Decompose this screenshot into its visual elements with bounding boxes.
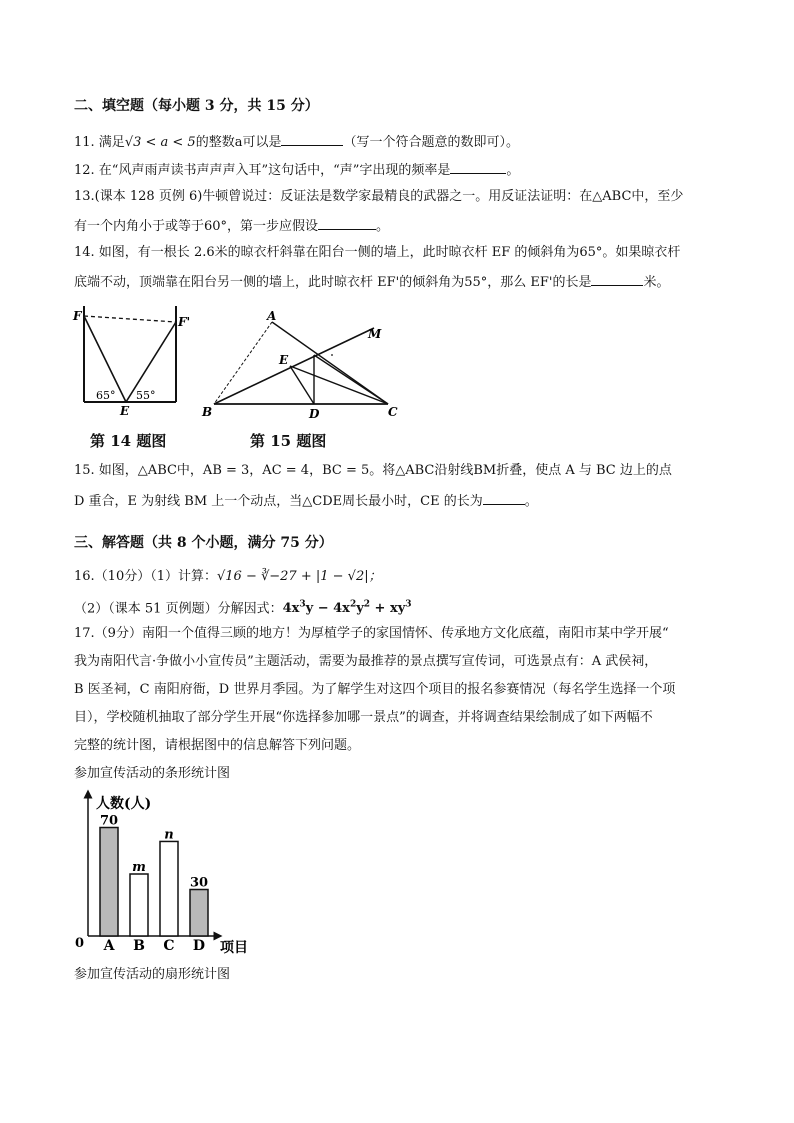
bar-A	[100, 828, 118, 937]
label-a: A	[267, 309, 277, 323]
question-17-line-2: 我为南阳代言·争做小小宣传员”主题活动，需要为最推荐的景点撰写宣传词，可选景点有：A 武侯祠，	[74, 654, 658, 669]
bar-B	[130, 874, 148, 936]
angle-65: 65°	[96, 389, 116, 402]
mark-dot	[331, 354, 333, 356]
tick-label-B: B	[133, 938, 145, 954]
data-label-A: 70	[99, 813, 119, 829]
question-13-line-1: 13.(课本 128 页例 6)牛顿曾说过：反证法是数学家最精良的武器之一。用反证法证明：在△ABC中，至少	[74, 189, 684, 204]
q11-suffix: （写一个符合题意的数即可）。	[343, 135, 519, 150]
q11-answer-blank[interactable]	[281, 132, 343, 146]
q16-part1-expression: √16 − ∛−27 + |1 − √2|；	[217, 569, 382, 584]
y-axis-label: 人数(人)	[96, 796, 152, 812]
figure-14	[70, 298, 191, 418]
q15-answer-blank[interactable]	[483, 491, 525, 505]
q16-part2-prefix: （2）（课本 51 页例题）分解因式：	[74, 601, 283, 617]
tick-label-A: A	[103, 938, 115, 954]
figure-15	[198, 306, 408, 426]
question-17-line-3: B 医圣祠，C 南阳府衙，D 世界月季园。为了解学生对这四个项目的报名参赛情况（每名学生选择一个项	[74, 682, 676, 697]
figure-14-caption: 第 14 题图	[90, 432, 167, 450]
tick-label-C: C	[163, 938, 175, 954]
q13-line2-suffix: 。	[376, 219, 390, 234]
data-label-B: m	[132, 860, 146, 875]
side-ab-dashed	[214, 322, 272, 404]
question-16-part-2	[74, 596, 412, 618]
question-17-line-4: 目），学校随机抽取了部分学生开展“你选择参加哪一景点”的调查，并将调查结果绘制成了如下两幅不	[74, 710, 653, 725]
q14-answer-blank[interactable]	[591, 272, 643, 286]
question-15-line-1: 15. 如图，△ABC中，AB = 3，AC = 4，BC = 5。将△ABC沿射线BM折叠，使点 A 与 BC 边上的点	[74, 463, 672, 478]
question-17-line-5: 完整的统计图，请根据图中的信息解答下列问题。	[74, 738, 361, 753]
bar-chart-title: 参加宣传活动的条形统计图	[74, 766, 231, 781]
label-c: C	[388, 405, 398, 419]
question-14-line-2	[74, 272, 670, 292]
ray-bm	[214, 328, 374, 404]
segment-ed	[290, 366, 314, 404]
label-f-prime: F'	[178, 315, 191, 329]
q12-answer-blank[interactable]	[450, 160, 506, 174]
q14-line2-suffix: 米。	[643, 275, 670, 290]
label-e: E	[279, 353, 289, 367]
bar-chart	[70, 788, 270, 958]
angle-55: 55°	[136, 389, 156, 402]
q11-condition: √3 < a < 5	[124, 135, 196, 150]
data-label-D: 30	[189, 875, 209, 891]
section-3-heading: 三、解答题（共 8 个小题，满分 75 分）	[74, 535, 333, 551]
pie-chart-title: 参加宣传活动的扇形统计图	[74, 967, 231, 982]
label-m: M	[368, 327, 382, 341]
question-11	[74, 132, 519, 152]
label-f: F	[73, 309, 82, 323]
x-axis-label: 项目	[220, 940, 248, 956]
q16-part1-prefix: 16.（10分）（1）计算：	[74, 569, 217, 584]
bar-D	[190, 890, 208, 937]
question-16-part-1	[74, 568, 382, 586]
q13-line2-prefix: 有一个内角小于或等于60°，第一步应假设	[74, 219, 319, 234]
q15-line2-suffix: 。	[524, 494, 538, 509]
q11-mid: 的整数a可以是	[195, 135, 282, 150]
q11-prefix: 11. 满足	[74, 135, 125, 150]
section-2-heading: 二、填空题（每小题 3 分，共 15 分）	[74, 98, 319, 114]
q16-part2-expression: $4x^3y - 4x^2y^2 + xy^3$	[282, 600, 412, 617]
q12-suffix: 。	[506, 163, 520, 178]
question-13-line-2	[74, 216, 389, 236]
q13-answer-blank[interactable]	[318, 216, 376, 230]
label-b: B	[202, 405, 213, 419]
data-label-C: n	[164, 827, 174, 843]
figure-15-caption: 第 15 题图	[250, 432, 327, 450]
question-15-line-2	[74, 491, 538, 511]
question-14-line-1: 14. 如图，有一根长 2.6米的晾衣杆斜靠在阳台一侧的墙上，此时晾衣杆 EF 的倾斜角为65°。如果晾衣杆	[74, 245, 681, 260]
label-d: D	[309, 407, 320, 421]
tick-label-D: D	[192, 938, 206, 954]
q14-line2-prefix: 底端不动，顶端靠在阳台另一侧的墙上，此时晾衣杆 EF'的倾斜角为55°，那么 EF'的长是	[74, 275, 592, 290]
q12-prefix: 12. 在“风声雨声读书声声声入耳”这句话中，“声”字出现的频率是	[74, 163, 451, 178]
question-12	[74, 160, 519, 180]
q15-line2-prefix: D 重合，E 为射线 BM 上一个动点，当△CDE周长最小时，CE 的长为	[74, 494, 483, 509]
label-e: E	[120, 404, 130, 418]
dashed-line-ff	[84, 316, 176, 322]
question-17-line-1: 17.（9分）南阳一个值得三顾的地方！为厚植学子的家国情怀、传承地方文化底蕴，南阳市某中学开展“	[74, 626, 669, 641]
bar-C	[160, 841, 178, 936]
origin-label: 0	[75, 936, 85, 951]
